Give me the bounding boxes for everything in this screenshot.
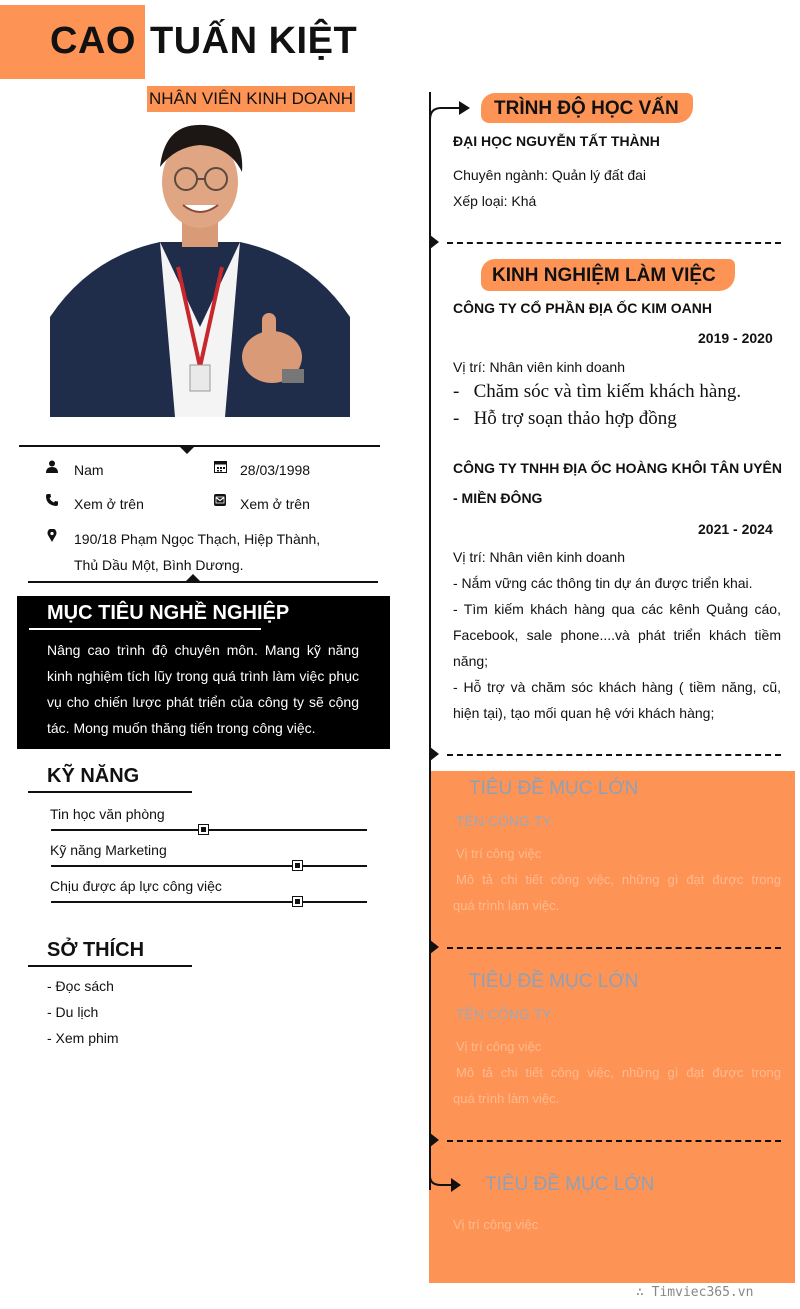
skill-label: Chịu được áp lực công việc bbox=[50, 878, 222, 894]
placeholder-description: quá trình làm việc. bbox=[453, 898, 560, 913]
job-years: 2019 - 2020 bbox=[698, 330, 773, 346]
placeholder-company: TÊN CÔNG TY bbox=[456, 813, 552, 829]
skills-title-underline bbox=[28, 791, 192, 793]
major: Chuyên ngành: Quản lý đất đai bbox=[453, 167, 647, 183]
hobby-item: - Xem phim bbox=[47, 1030, 119, 1046]
job-position: Vị trí: Nhân viên kinh doanh bbox=[453, 549, 625, 565]
placeholder-position: Vị trí công việc bbox=[456, 1039, 542, 1054]
placeholder-company: TÊN CÔNG TY bbox=[456, 1006, 552, 1022]
section-divider bbox=[447, 242, 781, 244]
company-name: CÔNG TY TNHH ĐỊA ỐC HOÀNG KHÔI TÂN UYÊN bbox=[453, 460, 783, 476]
career-title: MỤC TIÊU NGHỀ NGHIỆP bbox=[47, 602, 290, 624]
skill-track bbox=[51, 901, 367, 903]
timeline-arrow-icon bbox=[429, 96, 471, 122]
skill-track bbox=[51, 829, 367, 831]
job-detail: - Hỗ trợ và chăm sóc khách hàng ( tiềm năng, cũ, bbox=[453, 679, 781, 695]
career-title-underline bbox=[29, 628, 261, 630]
timeline-line bbox=[429, 92, 431, 1190]
career-text: Nâng cao trình độ chuyên môn. Mang kỹ năng kinh nghiệm tích lũy trong quá trình làm việc phục vụ cho chiến lược phát triển của công ty sẽ cộng tác. Mong muốn thăng tiến trong công việc. bbox=[47, 642, 359, 736]
skill-level-knob[interactable] bbox=[198, 824, 209, 835]
job-detail: - Nắm vững các thông tin dự án được triển khai. bbox=[453, 575, 753, 591]
skill-label: Tin học văn phòng bbox=[50, 806, 165, 822]
company-name-cont: - MIỀN ĐÔNG bbox=[453, 490, 543, 506]
company-name: CÔNG TY CỔ PHẦN ĐỊA ỐC KIM OANH bbox=[453, 300, 713, 316]
placeholder-position: Vị trí công việc bbox=[456, 846, 542, 861]
phone-icon bbox=[45, 494, 59, 509]
divider-arrow-down bbox=[179, 446, 195, 454]
skill-label: Kỹ năng Marketing bbox=[50, 842, 167, 858]
placeholder-description: quá trình làm việc. bbox=[453, 1091, 560, 1106]
hobby-item: - Đọc sách bbox=[47, 978, 114, 994]
last-name: TUẤN KIỆT bbox=[150, 20, 358, 62]
watermark: ∴ Timviec365.vn bbox=[636, 1285, 754, 1300]
phone-value: Xem ở trên bbox=[74, 496, 144, 512]
info-top-divider bbox=[19, 445, 380, 447]
job-position: Vị trí: Nhân viên kinh doanh bbox=[453, 359, 625, 375]
skill-level-knob[interactable] bbox=[292, 860, 303, 871]
address-line-2: Thủ Dầu Một, Bình Dương. bbox=[74, 557, 244, 573]
job-detail: năng; bbox=[453, 653, 489, 669]
experience-title: KINH NGHIỆM LÀM VIỆC bbox=[492, 265, 716, 286]
career-objective-section bbox=[17, 596, 390, 749]
timeline-marker-icon bbox=[430, 747, 439, 761]
placeholder-position: Vị trí công việc bbox=[453, 1217, 539, 1232]
placeholder-title: TIÊU ĐỀ MỤC LỚN bbox=[469, 971, 639, 992]
section-divider bbox=[447, 1140, 781, 1142]
birthday-value: 28/03/1998 bbox=[240, 462, 311, 478]
skills-title: KỸ NĂNG bbox=[47, 765, 140, 787]
calendar-icon bbox=[213, 460, 227, 476]
email-value: Xem ở trên bbox=[240, 496, 310, 512]
skill-level-knob[interactable] bbox=[292, 896, 303, 907]
map-pin-icon bbox=[45, 529, 59, 545]
hobbies-title: SỞ THÍCH bbox=[47, 939, 145, 961]
timeline-marker-icon bbox=[430, 1133, 439, 1147]
job-years: 2021 - 2024 bbox=[698, 521, 773, 537]
envelope-icon bbox=[213, 494, 227, 509]
hobbies-title-underline bbox=[28, 965, 192, 967]
placeholder-title: TIÊU ĐỀ MỤC LỚN bbox=[469, 778, 639, 799]
rank: Xếp loại: Khá bbox=[453, 193, 537, 209]
timeline-marker-icon bbox=[430, 235, 439, 249]
skill-track bbox=[51, 865, 367, 867]
school-name: ĐẠI HỌC NGUYỄN TẤT THÀNH bbox=[453, 133, 660, 149]
timeline-marker-icon bbox=[430, 940, 439, 954]
placeholder-description: Mô tả chi tiết công việc, những gì đạt được trong bbox=[456, 872, 781, 887]
timeline-end-arrow-icon bbox=[429, 1158, 463, 1198]
divider-arrow-up bbox=[185, 574, 201, 582]
address-line-1: 190/18 Phạm Ngọc Thạch, Hiệp Thành, bbox=[74, 531, 321, 547]
info-bottom-divider bbox=[28, 581, 378, 583]
profile-photo bbox=[50, 117, 350, 417]
job-bullet: - Chăm sóc và tìm kiếm khách hàng. bbox=[453, 381, 742, 402]
user-icon bbox=[45, 460, 59, 476]
hobby-item: - Du lịch bbox=[47, 1004, 99, 1020]
section-divider bbox=[447, 947, 781, 949]
gender-value: Nam bbox=[74, 462, 104, 478]
first-name: CAO bbox=[50, 20, 136, 62]
job-detail: Facebook, sale phone....và phát triển khách tiềm bbox=[453, 627, 781, 643]
section-divider bbox=[447, 754, 781, 756]
job-title: NHÂN VIÊN KINH DOANH bbox=[147, 86, 355, 112]
job-detail: hiện tại), tạo mối quan hệ với khách hàng; bbox=[453, 705, 715, 721]
job-detail: - Tìm kiếm khách hàng qua các kênh Quảng cáo, bbox=[453, 601, 781, 617]
placeholder-title: TIÊU ĐỀ MỤC LỚN bbox=[485, 1174, 655, 1195]
placeholder-description: Mô tả chi tiết công việc, những gì đạt được trong bbox=[456, 1065, 781, 1080]
education-title: TRÌNH ĐỘ HỌC VẤN bbox=[494, 98, 679, 119]
job-bullet: - Hỗ trợ soạn thảo hợp đồng bbox=[453, 408, 677, 429]
